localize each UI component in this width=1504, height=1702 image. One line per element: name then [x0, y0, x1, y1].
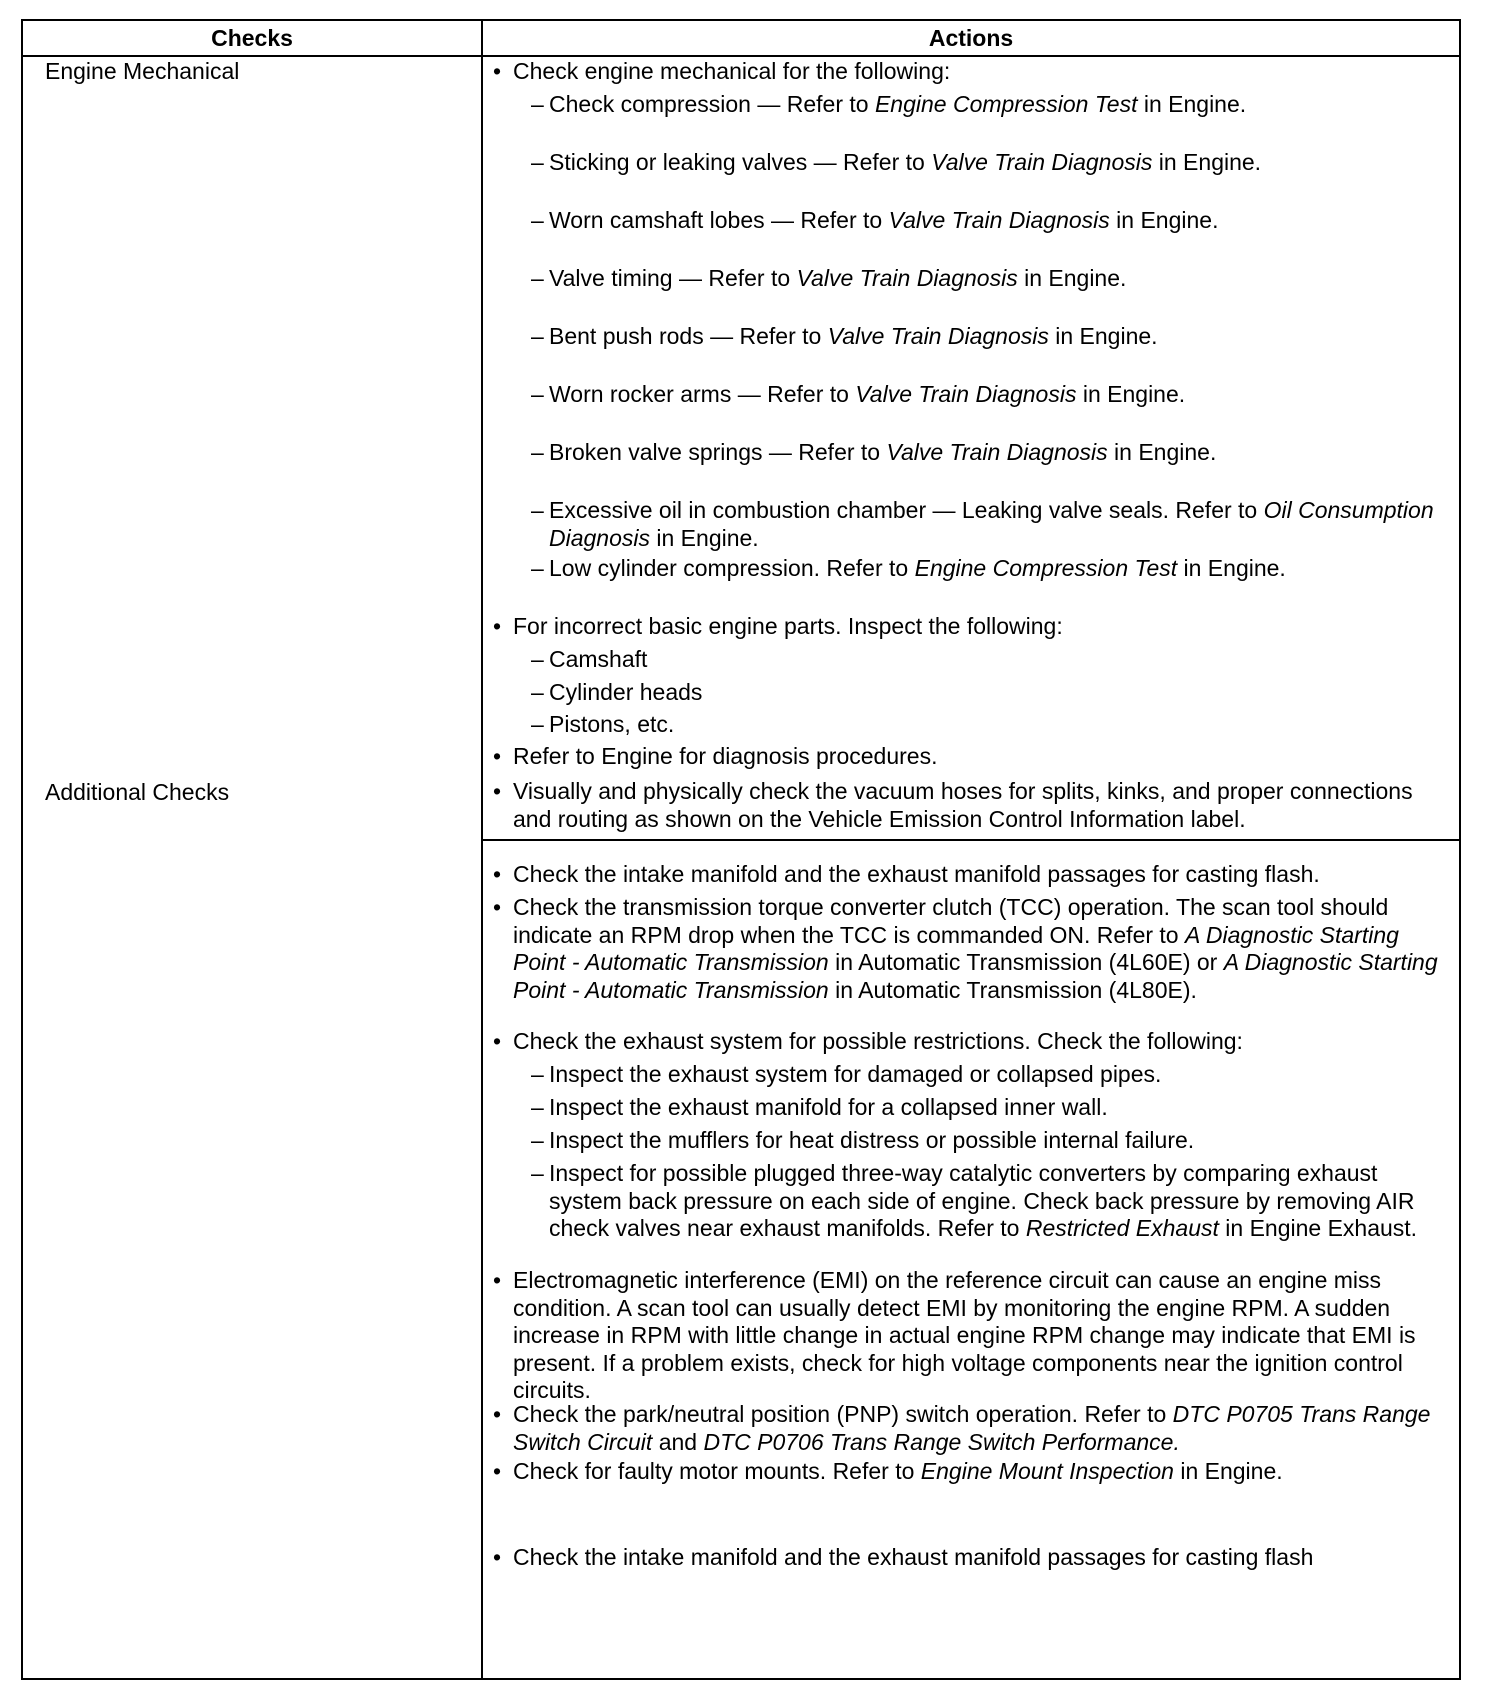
list-item [549, 1160, 1439, 1243]
list-item [513, 861, 1443, 889]
list-item [549, 1127, 1439, 1155]
item-text: Worn rocker arms — Refer to [549, 381, 856, 407]
reference-title: Oil Consumption Diagnosis [549, 497, 1434, 551]
item-text: in Engine. [1107, 439, 1217, 465]
list-item [549, 497, 1439, 552]
row-divider [481, 839, 1461, 841]
item-text: in Engine. [650, 524, 759, 551]
reference-title: Valve Train Diagnosis [827, 323, 1049, 349]
reference-title: Valve Train Diagnosis [888, 207, 1110, 233]
list-item [549, 91, 1439, 119]
item-text: Pistons, etc. [549, 711, 675, 737]
reference-title: Engine Mount Inspection [920, 1458, 1174, 1484]
reference-title: A Diagnostic Starting Point - Automatic Transmission [513, 921, 1399, 975]
list-item [549, 1061, 1439, 1089]
item-text: Camshaft [549, 646, 648, 672]
list-item [549, 265, 1439, 293]
reference-title: Valve Train Diagnosis [886, 439, 1108, 465]
reference-title: DTC P0705 Trans Range Switch Circuit [513, 1401, 1431, 1455]
reference-title: A Diagnostic Starting Point - Automatic Transmission [513, 949, 1438, 1003]
reference-title: Engine Compression Test [874, 91, 1138, 117]
list-item [513, 894, 1443, 1004]
column-divider [481, 21, 483, 1678]
item-text: Electromagnetic interference (EMI) on the reference circuit can cause an engine miss condition. A scan tool can usually detect EMI by monitoring the engine RPM. A sudden increase in RPM with little change in actual engine RPM change may indicate that EMI is present. If a problem exists, check for high voltage components near the ignition control circuits. [513, 1267, 1416, 1403]
item-text: Check the intake manifold and the exhaust manifold passages for casting flash. [513, 861, 1320, 887]
list-item [513, 1028, 1443, 1056]
item-text: Sticking or leaking valves — Refer to [549, 149, 932, 175]
item-text: in Engine. [1048, 323, 1158, 349]
item-text: Visually and physically check the vacuum hoses for splits, kinks, and proper connections and routing as shown on the Vehicle Emission Control Information label. [513, 778, 1413, 832]
list-item [513, 743, 1443, 771]
item-text: Bent push rods — Refer to [549, 323, 828, 349]
check-engine-mechanical: Engine Mechanical [45, 58, 240, 84]
reference-title: Valve Train Diagnosis [931, 149, 1153, 175]
item-text: in Engine. [1017, 265, 1127, 291]
item-text: in Engine. [1137, 91, 1247, 117]
item-text: Check the transmission torque converter clutch (TCC) operation. The scan tool should indicate an RPM drop when the TCC is commanded ON. Refer to [513, 894, 1389, 948]
item-text: in Engine. [1173, 1458, 1283, 1484]
item-text: For incorrect basic engine parts. Inspect the following: [513, 613, 1063, 639]
item-text: in Engine. [1177, 555, 1286, 581]
list-item [549, 381, 1439, 409]
list-item [549, 679, 1439, 707]
list-item [513, 1458, 1443, 1486]
reference-title: Restricted Exhaust [1025, 1215, 1219, 1241]
item-text: Cylinder heads [549, 679, 703, 705]
list-item [549, 646, 1439, 674]
list-item [549, 1094, 1439, 1122]
list-item [549, 439, 1439, 467]
reference-title: Valve Train Diagnosis [796, 265, 1018, 291]
item-text: Refer to Engine for diagnosis procedures. [513, 743, 938, 769]
reference-title: Valve Train Diagnosis [855, 381, 1077, 407]
list-item [513, 1401, 1443, 1456]
item-text: Check the park/neutral position (PNP) switch operation. Refer to [513, 1401, 1173, 1427]
item-text: Excessive oil in combustion chamber — Leaking valve seals. Refer to [549, 497, 1264, 523]
list-item [513, 58, 1443, 86]
table-header-row [23, 21, 1459, 57]
item-text: Check the intake manifold and the exhaust manifold passages for casting flash [513, 1544, 1314, 1570]
item-text: Inspect the exhaust system for damaged or collapsed pipes. [549, 1061, 1162, 1087]
item-text: Inspect the mufflers for heat distress or possible internal failure. [549, 1127, 1195, 1153]
item-text: Check for faulty motor mounts. Refer to [513, 1458, 921, 1484]
header-actions: Actions [928, 25, 1014, 51]
reference-title: Engine Compression Test [914, 555, 1178, 581]
reference-title: DTC P0706 Trans Range Switch Performance. [703, 1428, 1180, 1455]
list-item [549, 207, 1439, 235]
item-text: Low cylinder compression. Refer to [549, 555, 915, 581]
item-text: in Engine. [1076, 381, 1186, 407]
item-text: in Engine. [1152, 149, 1262, 175]
item-text: Worn camshaft lobes — Refer to [549, 207, 889, 233]
item-text: Valve timing — Refer to [549, 265, 797, 291]
list-item [513, 1267, 1443, 1405]
item-text: and [652, 1428, 704, 1455]
list-item [549, 323, 1439, 351]
item-text: in Engine Exhaust. [1218, 1215, 1418, 1241]
list-item [513, 778, 1443, 833]
diagnostic-table [21, 19, 1461, 1680]
list-item [549, 149, 1439, 177]
list-item [513, 613, 1443, 641]
list-item [549, 711, 1439, 739]
item-text: Broken valve springs — Refer to [549, 439, 887, 465]
list-item [513, 1544, 1443, 1572]
header-checks: Checks [211, 25, 293, 51]
item-text: Check the exhaust system for possible restrictions. Check the following: [513, 1028, 1243, 1054]
item-text: in Automatic Transmission (4L60E) or [828, 949, 1224, 975]
item-text: Inspect the exhaust manifold for a collapsed inner wall. [549, 1094, 1108, 1120]
item-text: in Engine. [1109, 207, 1219, 233]
item-text: Check compression — Refer to [549, 91, 875, 117]
list-item [549, 555, 1439, 583]
item-text: Inspect for possible plugged three-way catalytic converters by comparing exhaust system back pressure on each side of engine. Check back pressure by removing AIR check valves near exhaust manifolds. Refer to [549, 1160, 1415, 1241]
check-additional-checks: Additional Checks [45, 779, 230, 805]
item-text: in Automatic Transmission (4L80E). [828, 976, 1197, 1003]
item-text: Check engine mechanical for the following: [513, 58, 951, 84]
